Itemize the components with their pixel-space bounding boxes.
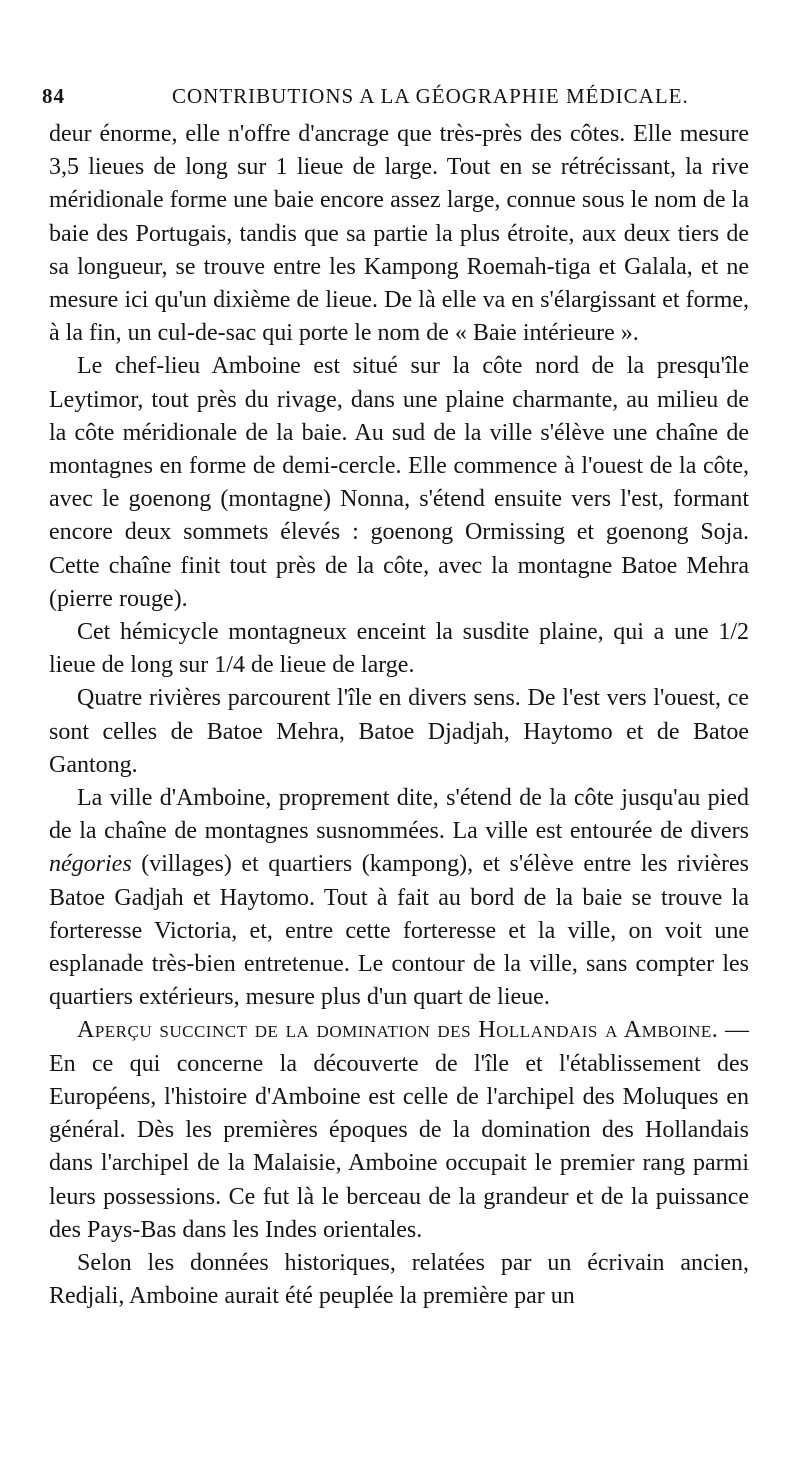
paragraph-ville-italic-term: négories: [49, 851, 132, 878]
paragraph-ville-text-2: (villages) et quartiers (kampong), et s'élève entre les rivières Batoe Gadjah et Haytomo. Tout à fait au bord de la baie se trouve la forteresse Victoria, et, entre cette forteresse et la ville, on voit une esplanade très-bien entretenue. Le contour de la ville, sans compter les quartiers extérieurs, mesure plus d'un quart de lieue.: [49, 851, 749, 1011]
paragraph-apercu: [49, 1014, 749, 1246]
paragraph-continued: deur énorme, elle n'offre d'ancrage que très-près des côtes. Elle mesure 3,5 lieues de long sur 1 lieue de large. Tout en se rétrécissant, la rive méridionale forme une baie encore assez large, connue sous le nom de la baie des Portugais, tandis que sa partie la plus étroite, aux deux tiers de sa longueur, se trouve entre les Kampong Roemah-tiga et Galala, et ne mesure ici qu'un dixième de lieue. De là elle va en s'élargissant et forme, à la fin, un cul-de-sac qui porte le nom de « Baie intérieure ».: [49, 121, 749, 347]
page-number: 84: [42, 84, 65, 108]
section-heading: Aperçu succinct de la domination des Hollandais a Amboine.: [77, 1017, 719, 1044]
running-head: CONTRIBUTIONS A LA GÉOGRAPHIE MÉDICALE.: [172, 84, 689, 108]
paragraph-donnees-historiques: Selon les données historiques, relatées par un écrivain ancien, Redjali, Amboine aurait été peuplée la première par un: [49, 1249, 749, 1310]
paragraph-apercu-text: — En ce qui concerne la découverte de l'île et l'établissement des Européens, l'histoire d'Amboine est celle de l'archipel des Moluques en général. Dès les premières époques de la domination des Hollandais dans l'archipel de la Malaisie, Amboine occupait le premier rang parmi leurs possessions. Ce fut là le berceau de la grandeur et de la puissance des Pays-Bas dans les Indes orientales.: [49, 1017, 750, 1243]
paragraph-hemicycle: Cet hémicycle montagneux enceint la susdite plaine, qui a une 1/2 lieue de long sur 1/4 de lieue de large.: [49, 619, 749, 679]
paragraph-ville: [49, 782, 749, 1014]
paragraph-rivieres: Quatre rivières parcourent l'île en divers sens. De l'est vers l'ouest, ce sont celles de Batoe Mehra, Batoe Djadjah, Haytomo et de Batoe Gantong.: [49, 685, 749, 778]
paragraph-ville-text-1: La ville d'Amboine, proprement dite, s'étend de la côte jusqu'au pied de la chaîne de montagnes susnommées. La ville est entourée de divers: [49, 785, 749, 845]
body-text: [49, 118, 749, 1313]
page-header: [42, 84, 747, 114]
paragraph-amboine-chef-lieu: Le chef-lieu Amboine est situé sur la côte nord de la presqu'île Leytimor, tout près du rivage, dans une plaine charmante, au milieu de la côte méridionale de la baie. Au sud de la ville s'élève une chaîne de montagnes en forme de demi-cercle. Elle commence à l'ouest de la côte, avec le goenong (montagne) Nonna, s'étend ensuite vers l'est, formant encore deux sommets élevés : goenong Ormissing et goenong Soja. Cette chaîne finit tout près de la côte, avec la montagne Batoe Mehra (pierre rouge).: [49, 353, 749, 612]
